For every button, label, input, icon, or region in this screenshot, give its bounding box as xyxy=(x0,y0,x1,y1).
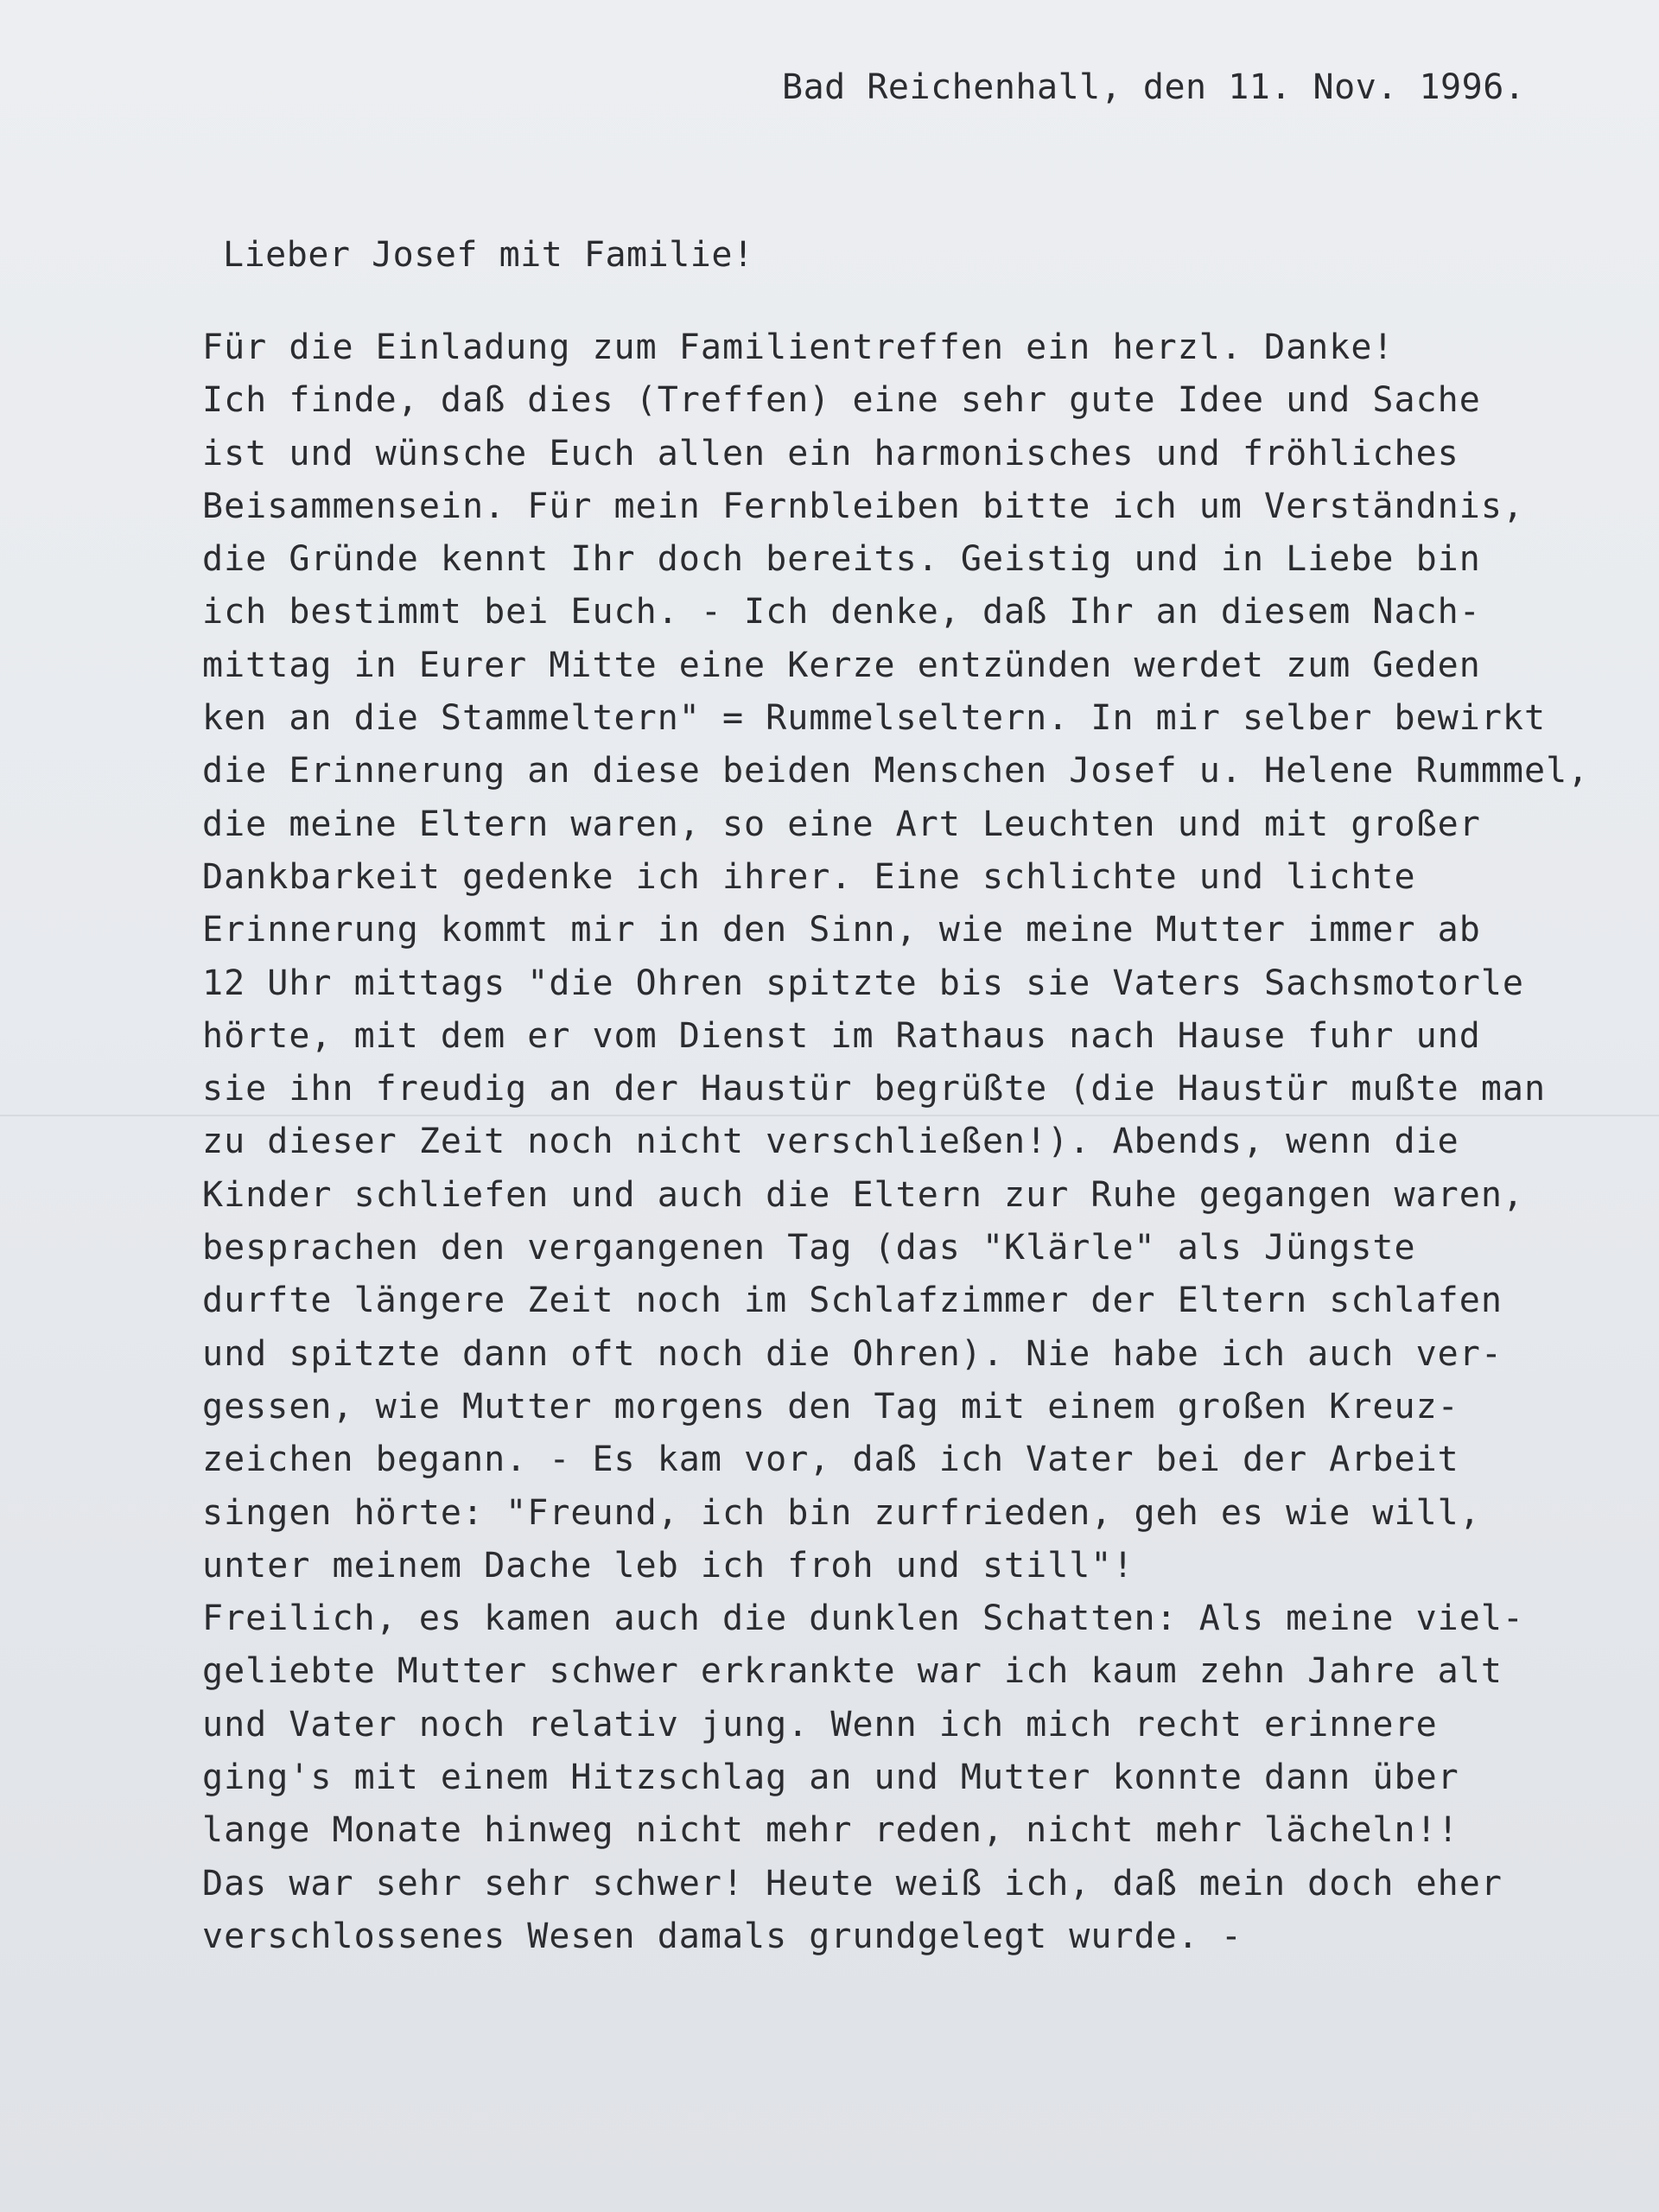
letter-line: die Erinnerung an diese beiden Menschen Josef u. Helene Rummmel, xyxy=(202,751,1590,791)
letter-line: gessen, wie Mutter morgens den Tag mit einem großen Kreuz- xyxy=(202,1386,1459,1427)
letter-line: und Vater noch relativ jung. Wenn ich mich recht erinnere xyxy=(202,1704,1438,1745)
letter-line: Kinder schliefen und auch die Eltern zur Ruhe gegangen waren, xyxy=(202,1174,1525,1215)
letter-line: singen hörte: "Freund, ich bin zurfrieden, geh es wie will, xyxy=(202,1492,1481,1533)
letter-line: Das war sehr sehr schwer! Heute weiß ich, daß mein doch eher xyxy=(202,1863,1503,1904)
letter-line: lange Monate hinweg nicht mehr reden, nicht mehr lächeln!! xyxy=(202,1810,1459,1851)
letter-line: sie ihn freudig an der Haustür begrüßte (die Haustür mußte man xyxy=(202,1069,1547,1109)
letter-line: ging's mit einem Hitzschlag an und Mutter konnte dann über xyxy=(202,1758,1459,1798)
letter-line: Ich finde, daß dies (Treffen) eine sehr gute Idee und Sache xyxy=(202,380,1481,421)
letter-line: unter meinem Dache leb ich froh und still"! xyxy=(202,1545,1135,1586)
letter-body xyxy=(202,321,1590,1963)
letter-line: Freilich, es kamen auch die dunklen Schatten: Als meine viel- xyxy=(202,1599,1525,1639)
letter-line: Für die Einladung zum Familientreffen ein herzl. Danke! xyxy=(202,327,1395,367)
letter-line: zeichen begann. - Es kam vor, daß ich Vater bei der Arbeit xyxy=(202,1440,1459,1480)
letter-line: besprachen den vergangenen Tag (das "Klärle" als Jüngste xyxy=(202,1228,1416,1268)
letter-line: die Gründe kennt Ihr doch bereits. Geistig und in Liebe bin xyxy=(202,539,1481,580)
letter-line: ist und wünsche Euch allen ein harmonisches und fröhliches xyxy=(202,433,1459,474)
letter-line: 12 Uhr mittags "die Ohren spitzte bis sie Vaters Sachsmotorle xyxy=(202,963,1525,1003)
letter-line: ken an die Stammeltern" = Rummelseltern. In mir selber bewirkt xyxy=(202,698,1547,739)
letter-line: die meine Eltern waren, so eine Art Leuchten und mit großer xyxy=(202,804,1481,844)
letter-line: Beisammensein. Für mein Fernbleiben bitte ich um Verständnis, xyxy=(202,486,1525,526)
letter-line: geliebte Mutter schwer erkrankte war ich kaum zehn Jahre alt xyxy=(202,1651,1503,1692)
letter-date: Bad Reichenhall, den 11. Nov. 1996. xyxy=(782,67,1526,107)
letter-line: mittag in Eurer Mitte eine Kerze entzünden werdet zum Geden xyxy=(202,645,1481,685)
letter-line: hörte, mit dem er vom Dienst im Rathaus nach Hause fuhr und xyxy=(202,1015,1481,1056)
letter-line: durfte längere Zeit noch im Schlafzimmer der Eltern schlafen xyxy=(202,1281,1503,1321)
letter-line: Dankbarkeit gedenke ich ihrer. Eine schlichte und lichte xyxy=(202,856,1416,897)
letter-line: Erinnerung kommt mir in den Sinn, wie meine Mutter immer ab xyxy=(202,910,1481,950)
letter-line: zu dieser Zeit noch nicht verschließen!). Abends, wenn die xyxy=(202,1122,1459,1162)
letter-line: und spitzte dann oft noch die Ohren). Nie habe ich auch ver- xyxy=(202,1333,1503,1374)
letter-line: verschlossenes Wesen damals grundgelegt wurde. - xyxy=(202,1916,1243,1956)
letter-line: ich bestimmt bei Euch. - Ich denke, daß Ihr an diesem Nach- xyxy=(202,592,1481,632)
letter-salutation: Lieber Josef mit Familie! xyxy=(223,235,754,275)
